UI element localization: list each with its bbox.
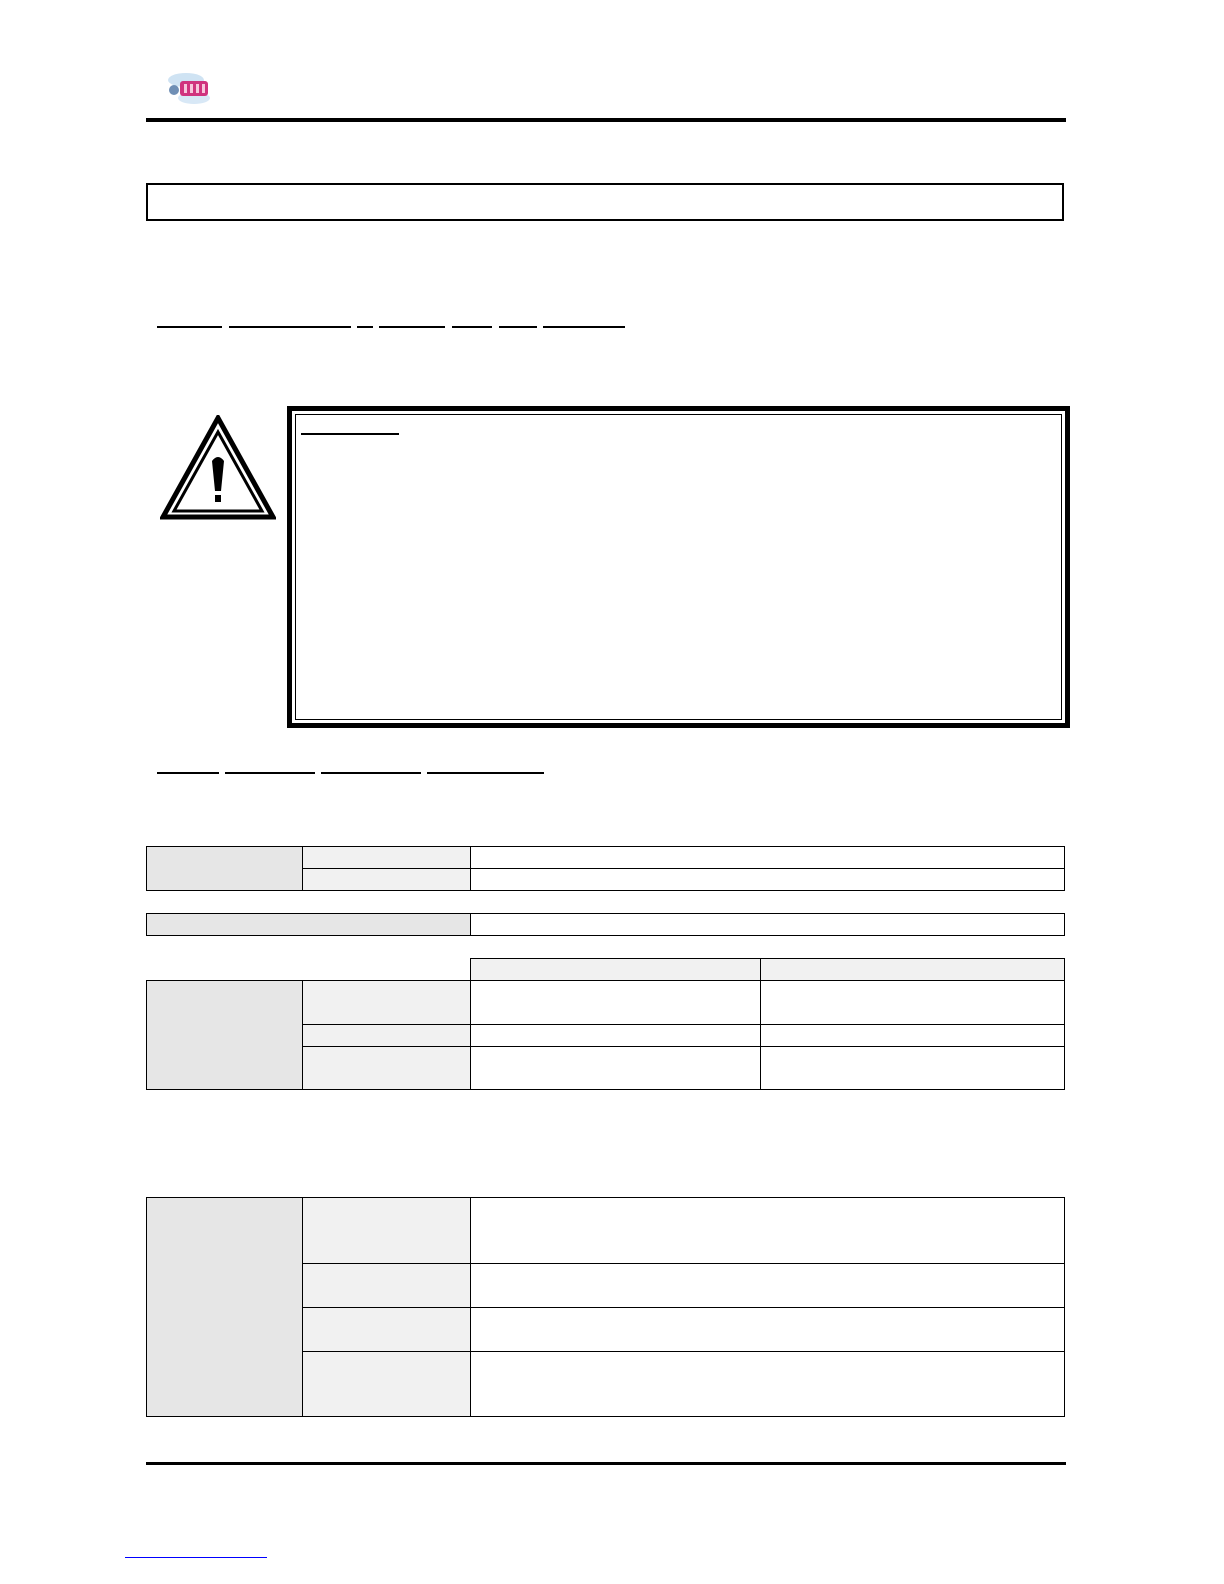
spec-table-3 [146,980,1065,1090]
heading-underline-segment [157,772,219,774]
table-value-cell [471,1264,1065,1308]
warning-box-inner [295,414,1062,720]
heading-underline-segment [321,772,421,774]
table-value-cell [471,1198,1065,1264]
table-value-cell [471,869,1065,891]
heading-underline-segment [379,326,445,328]
section-2-heading [157,772,547,776]
table-group-cell [147,847,303,891]
warning-box [287,406,1070,728]
table-label-cell [303,1352,471,1417]
warning-triangle-icon [160,415,276,521]
warning-label-underline [301,433,399,435]
header-rule [146,118,1066,122]
table-value-cell [761,1047,1065,1090]
table-group-cell [147,981,303,1090]
table-value-cell [761,1025,1065,1047]
table-label-cell [147,914,471,936]
table-value-cell [471,847,1065,869]
document-title-box [146,183,1064,221]
table-column-header [471,959,761,981]
table-label-cell [303,869,471,891]
heading-underline-segment [499,326,537,328]
section-1-heading [157,326,627,330]
table-value-cell [471,1025,761,1047]
heading-underline-segment [357,326,373,328]
table-label-cell [303,1198,471,1264]
spec-table-3-header [470,958,1065,981]
table-value-cell [471,981,761,1025]
table-value-cell [761,981,1065,1025]
table-label-cell [303,847,471,869]
heading-underline-segment [225,772,315,774]
table-label-cell [303,1264,471,1308]
heading-underline-segment [543,326,625,328]
spec-table-4 [146,1197,1065,1417]
table-value-cell [471,1308,1065,1352]
table-label-cell [303,1025,471,1047]
table-column-header [761,959,1065,981]
heading-underline-segment [157,326,222,328]
table-value-cell [471,1047,761,1090]
heading-underline-segment [427,772,544,774]
heading-underline-segment [452,326,492,328]
table-label-cell [303,1308,471,1352]
table-label-cell [303,981,471,1025]
spec-table-1 [146,846,1065,891]
company-logo [160,64,218,110]
table-group-cell [147,1198,303,1417]
table-label-cell [303,1047,471,1090]
spec-table-2 [146,913,1065,936]
footer-rule [146,1462,1066,1465]
footer-link[interactable] [125,1557,267,1558]
heading-underline-segment [229,326,351,328]
table-value-cell [471,914,1065,936]
table-value-cell [471,1352,1065,1417]
